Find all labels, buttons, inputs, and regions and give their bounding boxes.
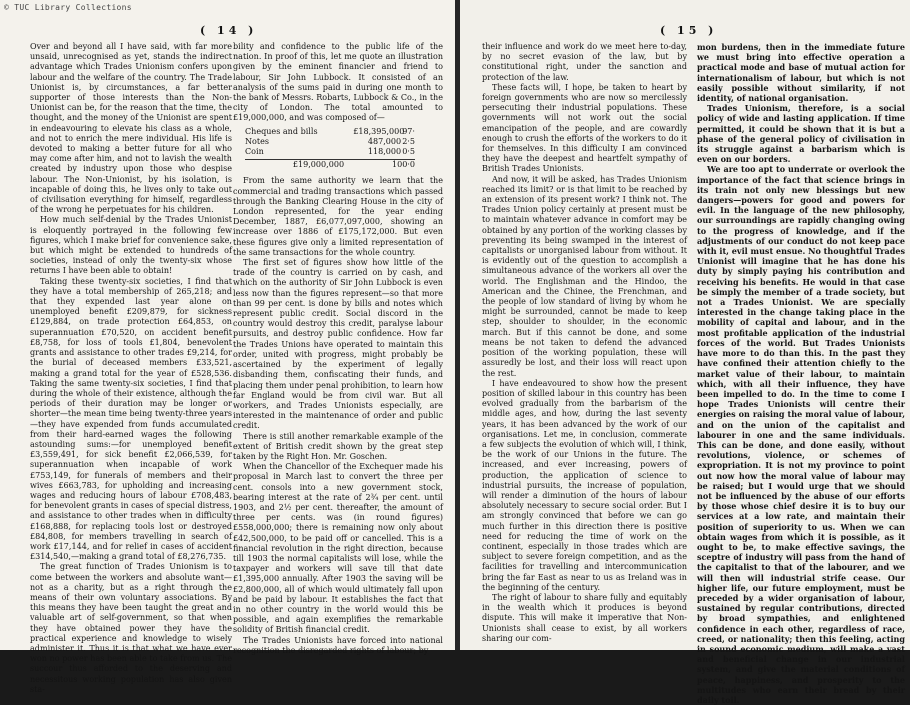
ledger-percent: 97· — [402, 126, 415, 136]
ledger-row — [245, 137, 415, 147]
bank-ledger-table — [245, 127, 443, 171]
library-watermark: © TUC Library Collections — [4, 3, 132, 12]
paragraph: Trades Unionism, therefore, is a social policy of wide and lasting application. If time permitted, it could be shown that it is but a phase of the general policy of civilisation in its struggle against a barbarism which is even on our borders. — [697, 103, 905, 165]
paragraph: There is still another remarkable example of the extent of British credit shown by the great step taken by the Right Hon. Mr. Goschen. — [233, 431, 443, 461]
ledger-row — [245, 147, 415, 157]
ledger-name: Coin — [245, 147, 264, 157]
left-column-2 — [233, 42, 443, 655]
left-page — [0, 0, 455, 694]
paragraph: These facts will, I hope, be taken to heart by foreign governments who are now so mercilessly persecuting their industrial populations. These governments will not work out the social emancipation of the people, and are cowardly enough to crush the efforts of the workers to do it for themselves. In this difficulty I am convinced they have the deepest and heartfelt sympathy of British Trades Unionists. — [482, 82, 687, 174]
paragraph: Over and beyond all I have said, with far more unsaid, unrecognised as yet, stands the indirect advantage which Trades Unionism confers upon labour and the welfare of the country. The Trade Unionist is, by circumstances, a far better supporter of those interests than the Non-Unionist can be, for the reason that the time, the thought, and the money of the Unionist are spent in endeavouring to elevate his class as a whole, and not to enrich the mere individual. His life is devoted to making a better future for all who may come after him, and not to lavish the wealth created by industry upon those who despise labour. The Non-Unionist, by his isolation, is incapable of doing this, he lives only to take out of civilisation everything for himself, regardless of the wrong he perpetuates for his children. — [30, 42, 232, 215]
paragraph: bility and confidence to the public life of the nation. In proof of this, let me quote an illustration given by the eminent financier and friend to labour, Sir John Lubbock. It consisted of an analysis of the sums paid in during one month to the bank of Messrs. Robarts, Lubbock & Co., in the city of London. The total amounted to £19,000,000, and was composed of— — [233, 42, 443, 123]
ledger-percent: 0·5 — [402, 147, 415, 157]
paragraph: When the Chancellor of the Exchequer made his proposal in March last to convert the three per cent. consols into a new government stock, bearing interest at the rate of 2¾ per cent. until 1903, and 2½ per cent. thereafter, the amount of three per cents. was (in round figures) £558,000,000; there is remaining now only about £42,500,000, to be paid off or cancelled. This is a financial revolution in the right direction, because till 1903 the normal capitalists will lose, while the taxpayer and workers will save till that date £1,395,000 annually. After 1903 the saving will be £2,800,000, all of which would ultimately fall upon and be paid by labour. It establishes the fact that in no other country in the world would this be possible, and again exemplifies the remarkable solidity of British financial credit. — [233, 462, 443, 635]
ledger-total-percent: 100·0 — [391, 160, 415, 170]
paragraph: their influence and work do we meet here to-day, by no secret evasion of the law, but by constitutional right, under the sanction and protection of the law. — [482, 42, 687, 82]
paragraph: Taking these twenty-six societies, I find that they have a total membership of 265,218; and that they expended last year alone on unemployed benefit £209,879, for sickness £129,884, on trade protection £64,853, on superannuation £70,520, on accident benefit £8,758, for loss of tools £1,804, benevolent grants and assistance to other trades £9,214, for the burial of deceased members £33,521, making a grand total for the year of £528,536. Taking the same twenty-six societies, I find that during the whole of their existence, although the periods of their duration may be longer or shorter—the mean time being twenty-three years—they have expended from funds accumulated from their hard-earned wages the following astounding sums:—for unemployed benefit £3,559,491, for sick benefit £2,066,539, for superannuation when incapable of work £753,149, for funerals of members and their wives £663,783, for upholding and increasing wages and reducing hours of labour £708,483, for benevolent grants in cases of special distress, and assistance to other trades when in difficulty £168,888, for replacing tools lost or destroyed £84,808, for members travelling in search of work £17,144, and for relief in cases of accident £314,540,—making a grand total of £8,276,735. — [30, 276, 232, 562]
page-number-right: ( 15 ) — [660, 24, 718, 37]
ledger-name: Cheques and bills — [245, 126, 318, 136]
paragraph: The right of labour to share fully and equitably in the wealth which it produces is beyond dispute. This will make it imperative that Non-Unionists shall cease to exist, by all workers sharing our com- — [482, 592, 687, 643]
paragraph: The Trades Unionists have forced into national recognition the disregarded rights of labour; by — [233, 635, 443, 655]
right-column-1 — [482, 42, 687, 646]
ledger-row — [245, 127, 415, 137]
paragraph: We are too apt to underrate or overlook the importance of the fact that science brings in its train not only new blessings but new dangers—powers for good and powers for evil. In the language of the new philosophy, our surroundings are rapidly changing owing to the progress of knowledge, and if the adjustments of our conduct do not keep pace with it, evil must ensue. No thoughtful Trades Unionist will imagine that he has done his duty by simply paying his contribution and receiving his benefits. He would in that case be simply the member of a trade society, but not a Trades Unionist. We are specially interested in the change taking place in the mobility of capital and labour, and in the most profitable application of the industrial forces of the world. But Trades Unionists have more to do than this. In the past they have confined their attention chiefly to the market value of their labour, to maintain which, with all their influence, they have been impelled to do. In the time to come I hope Trades Unionists will centre their energies on raising the moral value of labour, and on the union of the capitalist and labourer in one and the same individuals. This can be done, and done easily, without revolutions, violence, or schemes of expropriation. It is not my province to point out now how the moral value of labour may be raised; but I would urge that we should not be influenced by the abuse of our efforts by those whose chief desire it is to buy our services at a low rate, and maintain their position of superiority to us. When we can obtain wages from which it is possible, as it ought to be, to make effective savings, the sceptre of industry will pass from the hand of the capitalist to that of the labourer, and we will then will industrial strife cease. Our higher life, our future employment, must be preceded by a wider organisation of labour, sustained by regular contributions, directed by broad sympathies, and enlightened confidence in each other, regardless of race, creed, or nationality; then this feeling, acting in sound economic medium, will make a vast and beneficial change in our industrial system, and give the material conditions of peace, happiness, and prosperity to the multitudes who earn their bread by their daily toil. — [697, 164, 905, 705]
ledger-total-row — [245, 159, 415, 170]
ledger-amount: 118,000 — [367, 147, 402, 157]
ledger-amount: £18,395,000 — [353, 126, 405, 136]
paragraph: And now, it will be asked, has Trades Unionism reached its limit? or is that limit to be reached by an extension of its present work? I think not. The Trades Union policy certainly at present must be to maintain whatever advance in comfort may be obtained by any portion of the working classes by preventing its being swamped in the interest of capitalists or unorganised labour from without. It is evidently out of the question to accomplish a simultaneous advance of the workers all over the world. The Englishman and the Hindoo, the American and the Chinee, the Frenchman, and the people of low standard of living by whom he might be surrounded, cannot be made to keep step, shoulder to shoulder, in the economic march. But if this cannot be done, and some means be not taken to defend the advanced position of the working population, these will assuredly be lost, and their loss will react upon the rest. — [482, 174, 687, 378]
ledger-percent: 2·5 — [402, 136, 415, 146]
paragraph: From the same authority we learn that the commercial and trading transactions which passed through the Banking Clearing House in the city of London represented, for the year ending December, 1887, £6,077,097,000, showing an increase over 1886 of £175,172,000. But even these figures give only a limited representation of the same transactions for the whole country. — [233, 176, 443, 257]
paragraph: The great function of Trades Unionism is to come between the workers and absolute want—not as a charity, but as a right through the means of their own voluntary associations. By this means they have been taught the great and valuable art of self-government, so that when they have obtained power they have the practical experience and knowledge to wisely administer it. Thus it is that what we have ever won no power has been able to take from us. The succour thus afforded to the deserving and necessitous working population has also given sta- — [30, 562, 232, 694]
left-column-1 — [30, 42, 232, 694]
right-page — [460, 0, 910, 705]
ledger-name: Notes — [245, 136, 270, 146]
paragraph: mon burdens, then in the immediate future we must bring into effective operation a practical mode and base of mutual action for internationalism of labour, but which is not easily possible without similarity, if not identity, of national organisation. — [697, 42, 905, 104]
right-column-2 — [697, 42, 905, 705]
page-number-left: ( 14 ) — [200, 24, 258, 37]
ledger-total-amount: £19,000,000 — [292, 160, 345, 170]
ledger-amount: 487,000 — [367, 136, 402, 146]
paragraph: The first set of figures show how little of the trade of the country is carried on by cash, and which on the authority of Sir John Lubbock is even less now than the figures represent—so that more than 99 per cent. is done by bills and notes which represent public credit. Social discord in the country would destroy this credit, paralyse labour pursuits, and destroy public confidence. How far the Trades Unions have operated to maintain this order, united with progress, might probably be ascertained by the experiment of legally disbanding them, confiscating their funds, and placing them under penal prohibition, to learn how far England would be from civil war. But all workers, and Trades Unionists especially, are interested in the maintenance of order and public credit. — [233, 258, 443, 431]
paragraph: I have endeavoured to show how the present position of skilled labour in this country has been evolved gradually from the barbarism of the middle ages, and how, during the last seventy years, it has been advanced by the work of our organisations. Let me, in conclusion, commerate a few subjects the evolution of which will, I think, be the work of our Unions in the future. The increased, and ever increasing, powers of production, the application of science to industrial pursuits, the increase of population, will render a diminution of the hours of labour absolutely necessary to secure social order. But I am strongly convinced that before we can go much further in this direction there is positive need for reducing the time of work on the continent, especially in those trades which are subject to severe foreign competition, and as the facilities for travelling and intercommunication bring the far East as near to us as Ireland was in the beginning of the century. — [482, 378, 687, 592]
paragraph: How much self-denial by the Trades Unionist is eloquently portrayed in the following few figures, which I make brief for convenience sake, but which might be extended to hundreds of societies, instead of only the twenty-six whose returns I have been able to obtain! — [30, 215, 232, 276]
